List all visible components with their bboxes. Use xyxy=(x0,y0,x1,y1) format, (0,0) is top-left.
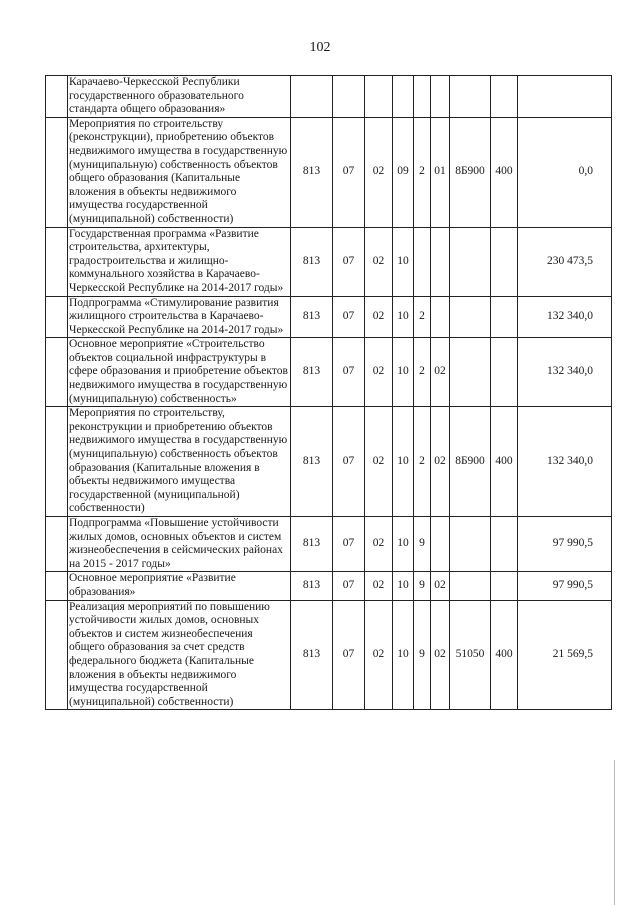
section-code-cell: 07 xyxy=(333,296,365,338)
subsection-code-cell: 02 xyxy=(365,296,393,338)
table-row xyxy=(46,338,612,407)
expense-type-cell xyxy=(491,296,518,338)
amount-cell: 97 990,5 xyxy=(518,517,612,572)
expense-type-cell: 400 xyxy=(491,407,518,517)
program-code-cell: 09 xyxy=(393,117,414,227)
subsection-code-cell xyxy=(365,76,393,118)
direction-code-cell: 8Б900 xyxy=(450,117,491,227)
subprogram-code-cell xyxy=(414,227,431,296)
row-number-cell xyxy=(46,296,68,338)
subsection-code-cell: 02 xyxy=(365,517,393,572)
direction-code-cell xyxy=(450,296,491,338)
subprogram-code-cell: 9 xyxy=(414,517,431,572)
row-number-cell xyxy=(46,227,68,296)
subprogram-code-cell: 2 xyxy=(414,117,431,227)
grbs-code-cell: 813 xyxy=(291,296,333,338)
expense-type-cell xyxy=(491,227,518,296)
subsection-code-cell: 02 xyxy=(365,572,393,600)
amount-cell: 230 473,5 xyxy=(518,227,612,296)
subsection-code-cell: 02 xyxy=(365,227,393,296)
row-name-cell: Реализация мероприятий по повышению устойчивости жилых домов, основных объектов и систем жизнеобеспечения общего образования за счет средств федерального бюджета (Капитальные вложения в объекты недвижимого имущества государственной (муниципальной) собственности) xyxy=(68,600,291,710)
direction-code-cell: 51050 xyxy=(450,600,491,710)
main-event-code-cell: 02 xyxy=(431,572,450,600)
amount-cell: 132 340,0 xyxy=(518,296,612,338)
table-row xyxy=(46,517,612,572)
grbs-code-cell: 813 xyxy=(291,227,333,296)
section-code-cell xyxy=(333,76,365,118)
subprogram-code-cell: 2 xyxy=(414,407,431,517)
grbs-code-cell: 813 xyxy=(291,407,333,517)
program-code-cell: 10 xyxy=(393,517,414,572)
subsection-code-cell: 02 xyxy=(365,407,393,517)
subsection-code-cell: 02 xyxy=(365,117,393,227)
program-code-cell: 10 xyxy=(393,407,414,517)
expense-type-cell: 400 xyxy=(491,117,518,227)
row-number-cell xyxy=(46,76,68,118)
row-name-cell: Карачаево-Черкесской Республики государственного образовательного стандарта общего образования» xyxy=(68,76,291,118)
amount-cell: 132 340,0 xyxy=(518,338,612,407)
expense-type-cell xyxy=(491,517,518,572)
program-code-cell xyxy=(393,76,414,118)
program-code-cell: 10 xyxy=(393,296,414,338)
section-code-cell: 07 xyxy=(333,517,365,572)
row-name-cell: Основное мероприятие «Строительство объектов социальной инфраструктуры в сфере образования и приобретение объектов недвижимого имущества в государственную (муниципальную) собственность» xyxy=(68,338,291,407)
row-number-cell xyxy=(46,117,68,227)
program-code-cell: 10 xyxy=(393,338,414,407)
section-code-cell: 07 xyxy=(333,117,365,227)
row-name-cell: Мероприятия по строительству (реконструкции), приобретению объектов недвижимого имущества в государственную (муниципальную) собственность объектов общего образования (Капитальные вложения в объекты недвижимого имущества государственной (муниципальной) собственности) xyxy=(68,117,291,227)
expense-type-cell: 400 xyxy=(491,600,518,710)
grbs-code-cell xyxy=(291,76,333,118)
direction-code-cell xyxy=(450,572,491,600)
program-code-cell: 10 xyxy=(393,227,414,296)
section-code-cell: 07 xyxy=(333,338,365,407)
subprogram-code-cell xyxy=(414,76,431,118)
amount-cell: 132 340,0 xyxy=(518,407,612,517)
section-code-cell: 07 xyxy=(333,407,365,517)
direction-code-cell xyxy=(450,76,491,118)
grbs-code-cell: 813 xyxy=(291,338,333,407)
subsection-code-cell: 02 xyxy=(365,338,393,407)
subprogram-code-cell: 9 xyxy=(414,600,431,710)
main-event-code-cell xyxy=(431,76,450,118)
row-name-cell: Государственная программа «Развитие строительства, архитектуры, градостроительства и жилищно-коммунального хозяйства в Карачаево-Черкесской Республике на 2014-2017 годы» xyxy=(68,227,291,296)
row-number-cell xyxy=(46,600,68,710)
amount-cell: 0,0 xyxy=(518,117,612,227)
row-name-cell: Подпрограмма «Стимулирование развития жилищного строительства в Карачаево-Черкесской Республике на 2014-2017 годы» xyxy=(68,296,291,338)
main-event-code-cell xyxy=(431,227,450,296)
expense-type-cell xyxy=(491,338,518,407)
direction-code-cell xyxy=(450,517,491,572)
table-row xyxy=(46,76,612,118)
amount-cell xyxy=(518,76,612,118)
table-row xyxy=(46,572,612,600)
row-number-cell xyxy=(46,407,68,517)
grbs-code-cell: 813 xyxy=(291,117,333,227)
row-name-cell: Подпрограмма «Повышение устойчивости жилых домов, основных объектов и систем жизнеобеспечения в сейсмических районах на 2015 - 2017 годы» xyxy=(68,517,291,572)
program-code-cell: 10 xyxy=(393,600,414,710)
scan-edge-line xyxy=(614,760,615,905)
expense-type-cell xyxy=(491,76,518,118)
table-row xyxy=(46,600,612,710)
table-row xyxy=(46,227,612,296)
row-number-cell xyxy=(46,572,68,600)
subprogram-code-cell: 2 xyxy=(414,296,431,338)
section-code-cell: 07 xyxy=(333,227,365,296)
amount-cell: 21 569,5 xyxy=(518,600,612,710)
direction-code-cell xyxy=(450,227,491,296)
main-event-code-cell: 02 xyxy=(431,407,450,517)
row-name-cell: Мероприятия по строительству, реконструкции и приобретению объектов недвижимого имущества в государственную (муниципальную) собственность объектов образования (Капитальные вложения в объекты недвижимого имущества государственной (муниципальной) собственности) xyxy=(68,407,291,517)
row-name-cell: Основное мероприятие «Развитие образования» xyxy=(68,572,291,600)
expense-type-cell xyxy=(491,572,518,600)
page-number: 102 xyxy=(309,40,331,55)
direction-code-cell: 8Б900 xyxy=(450,407,491,517)
table-row xyxy=(46,117,612,227)
section-code-cell: 07 xyxy=(333,600,365,710)
subprogram-code-cell: 9 xyxy=(414,572,431,600)
grbs-code-cell: 813 xyxy=(291,517,333,572)
main-event-code-cell: 01 xyxy=(431,117,450,227)
grbs-code-cell: 813 xyxy=(291,600,333,710)
budget-table xyxy=(45,75,612,710)
table-row xyxy=(46,296,612,338)
program-code-cell: 10 xyxy=(393,572,414,600)
row-number-cell xyxy=(46,338,68,407)
section-code-cell: 07 xyxy=(333,572,365,600)
grbs-code-cell: 813 xyxy=(291,572,333,600)
main-event-code-cell: 02 xyxy=(431,338,450,407)
amount-cell: 97 990,5 xyxy=(518,572,612,600)
main-event-code-cell xyxy=(431,517,450,572)
row-number-cell xyxy=(46,517,68,572)
main-event-code-cell xyxy=(431,296,450,338)
main-event-code-cell: 02 xyxy=(431,600,450,710)
subprogram-code-cell: 2 xyxy=(414,338,431,407)
direction-code-cell xyxy=(450,338,491,407)
subsection-code-cell: 02 xyxy=(365,600,393,710)
table-row xyxy=(46,407,612,517)
